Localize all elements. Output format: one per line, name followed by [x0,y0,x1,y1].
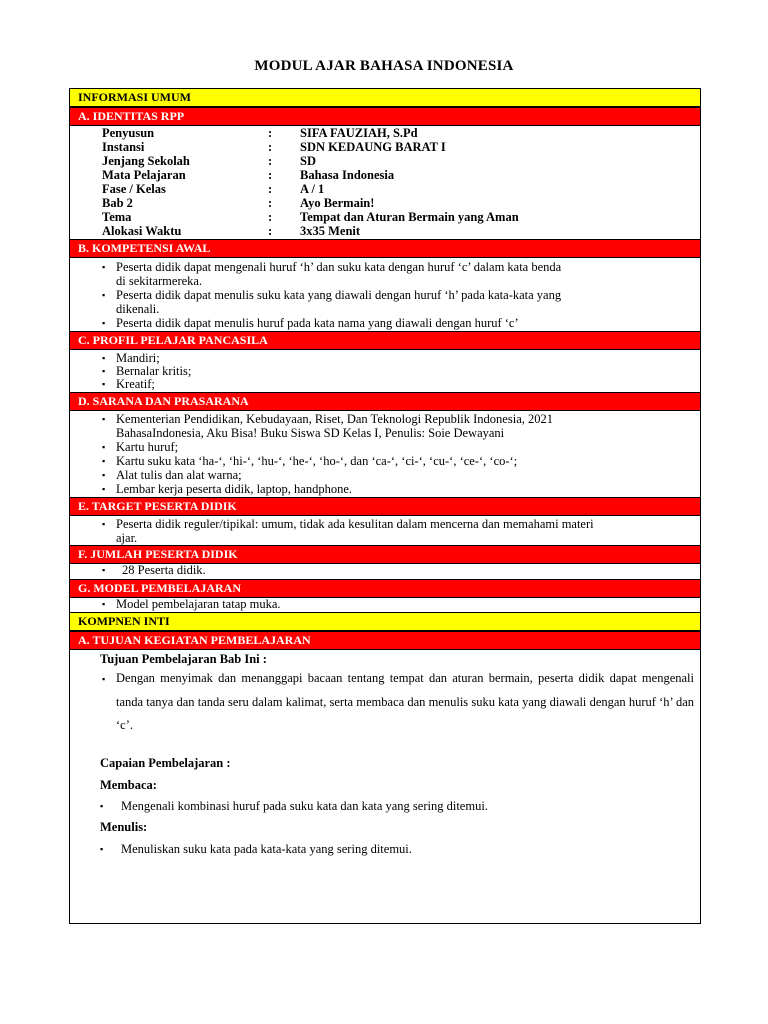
identitas-value: Ayo Bermain! [300,196,375,210]
bullet-icon: ▪ [102,290,106,300]
identitas-label: Jenjang Sekolah [102,154,190,168]
bullet-icon: ▪ [102,456,106,466]
target-line: ajar. [116,531,138,545]
bullet-icon: ▪ [100,801,104,811]
bullet-icon: ▪ [102,318,106,328]
section-tujuan-heading: A. TUJUAN KEGIATAN PEMBELAJARAN [69,631,701,650]
document-title: MODUL AJAR BAHASA INDONESIA [254,58,514,74]
capaian-heading: Capaian Pembelajaran : [100,756,231,770]
section-jumlah-heading: F. JUMLAH PESERTA DIDIK [69,545,701,564]
profil-item: Bernalar kritis; [116,364,192,378]
bullet-icon: ▪ [102,470,106,480]
identitas-label: Alokasi Waktu [102,224,182,238]
identitas-value: SDN KEDAUNG BARAT I [300,140,446,154]
bullet-icon: ▪ [102,565,106,575]
kompetensi-line: dikenali. [116,302,160,316]
section-model-heading: G. MODEL PEMBELAJARAN [69,579,701,598]
model-item: Model pembelajaran tatap muka. [116,597,281,611]
bullet-icon: ▪ [102,484,106,494]
identitas-separator: : [268,126,273,140]
section-sarana-heading: D. SARANA DAN PRASARANA [69,392,701,411]
section-identitas-heading: A. IDENTITAS RPP [69,107,701,126]
identitas-separator: : [268,182,273,196]
identitas-separator: : [268,210,273,224]
bullet-icon: ▪ [102,519,106,529]
sarana-line: Kartu huruf; [116,440,179,454]
menulis-label: Menulis: [100,820,148,834]
section-informasi-umum: INFORMASI UMUM [69,88,701,107]
identitas-value: Bahasa Indonesia [300,168,395,182]
identitas-value: SD [300,154,316,168]
kompetensi-line: Peserta didik dapat menulis huruf pada kata nama yang diawali dengan huruf ‘c’ [116,316,519,330]
sarana-line: BahasaIndonesia, Aku Bisa! Buku Siswa SD Kelas I, Penulis: Soie Dewayani [116,426,505,440]
bullet-icon: ▪ [102,674,106,684]
section-target-heading: E. TARGET PESERTA DIDIK [69,497,701,516]
sarana-line: Kartu suku kata ‘ha-‘, ‘hi-‘, ‘hu-‘, ‘he-‘, ‘ho-‘, dan ‘ca-‘, ‘ci-‘, ‘cu-‘, ‘ce-‘, ‘co-‘; [116,454,518,468]
section-kompetensi-heading: B. KOMPETENSI AWAL [69,239,701,258]
menulis-item: Menuliskan suku kata pada kata-kata yang sering ditemui. [121,842,412,856]
kompetensi-line: Peserta didik dapat menulis suku kata yang diawali dengan huruf ‘h’ pada kata-kata yang [116,288,562,302]
bullet-icon: ▪ [102,414,106,424]
profil-item: Kreatif; [116,377,155,391]
identitas-separator: : [268,140,273,154]
sarana-line: Kementerian Pendidikan, Kebudayaan, Riset, Dan Teknologi Republik Indonesia, 2021 [116,412,553,426]
identitas-label: Instansi [102,140,145,154]
sarana-line: Lembar kerja peserta didik, laptop, handphone. [116,482,353,496]
identitas-separator: : [268,154,273,168]
identitas-value: SIFA FAUZIAH, S.Pd [300,126,418,140]
bullet-icon: ▪ [100,844,104,854]
sarana-line: Alat tulis dan alat warna; [116,468,242,482]
identitas-label: Bab 2 [102,196,133,210]
tujuan-subheading: Tujuan Pembelajaran Bab Ini : [100,652,267,666]
identitas-value: A / 1 [300,182,325,196]
identitas-value: Tempat dan Aturan Bermain yang Aman [300,210,519,224]
identitas-label: Penyusun [102,126,155,140]
bullet-icon: ▪ [102,353,106,363]
jumlah-item: 28 Peserta didik. [122,563,206,577]
bullet-icon: ▪ [102,442,106,452]
membaca-label: Membaca: [100,778,157,792]
kompetensi-line: di sekitarmereka. [116,274,203,288]
bullet-icon: ▪ [102,599,106,609]
identitas-label: Tema [102,210,132,224]
bullet-icon: ▪ [102,366,106,376]
tujuan-paragraph: Dengan menyimak dan menanggapi bacaan tentang tempat dan aturan bermain, peserta didik dapat mengenali tanda tanya dan tanda seru dalam kalimat, serta membaca dan menulis suku kata yang diawali dengan huruf ‘h’ dan ‘c’. [116,671,694,732]
bullet-icon: ▪ [102,262,106,272]
membaca-item: Mengenali kombinasi huruf pada suku kata dan kata yang sering ditemui. [121,799,488,813]
identitas-separator: : [268,196,273,210]
section-komponen-inti: KOMPNEN INTI [69,612,701,631]
identitas-value: 3x35 Menit [300,224,361,238]
target-line: Peserta didik reguler/tipikal: umum, tidak ada kesulitan dalam mencerna dan memahami materi [116,517,594,531]
kompetensi-line: Peserta didik dapat mengenali huruf ‘h’ dan suku kata dengan huruf ‘c’ dalam kata benda [116,260,562,274]
bullet-icon: ▪ [102,379,106,389]
identitas-label: Mata Pelajaran [102,168,186,182]
identitas-separator: : [268,224,273,238]
identitas-label: Fase / Kelas [102,182,166,196]
section-profil-heading: C. PROFIL PELAJAR PANCASILA [69,331,701,350]
identitas-separator: : [268,168,273,182]
profil-item: Mandiri; [116,351,160,365]
